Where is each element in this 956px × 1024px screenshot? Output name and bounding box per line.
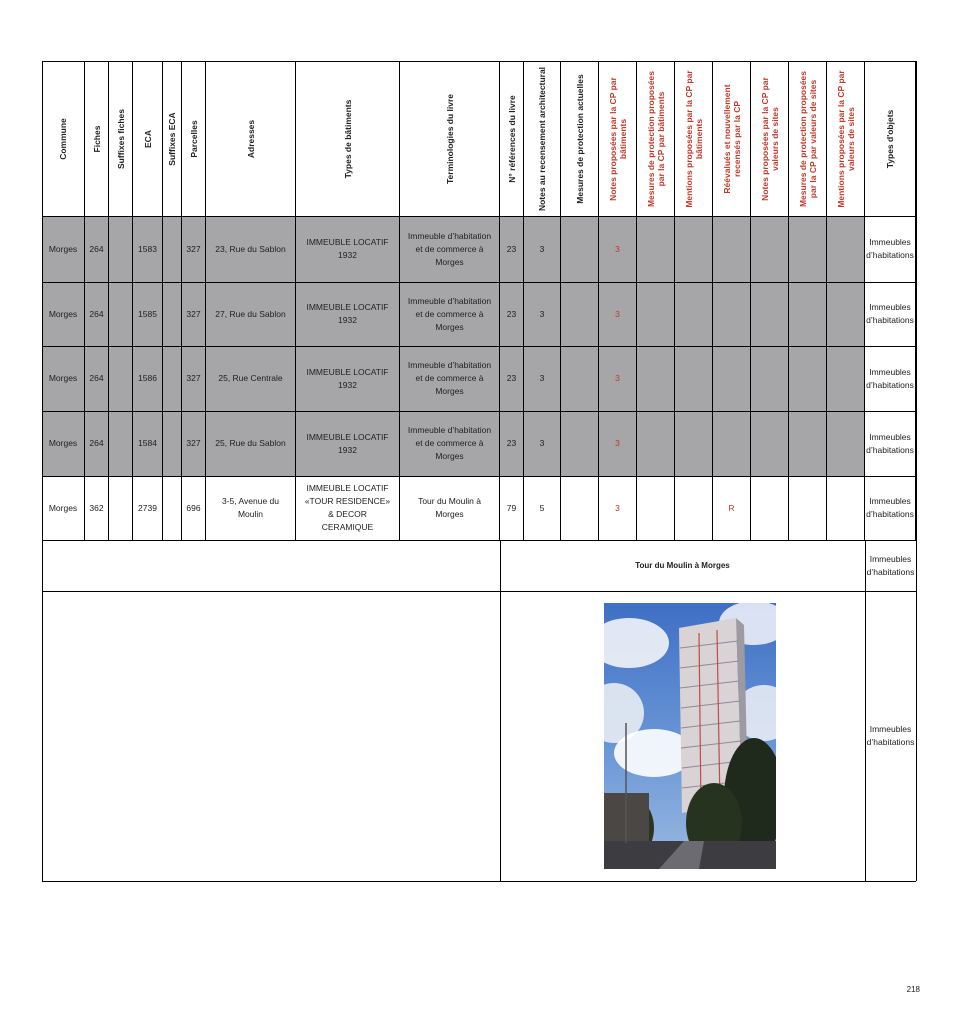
table-cell: Tour du Moulin à Morges — [400, 476, 500, 540]
table-cell: 23 — [500, 216, 524, 282]
column-header — [675, 62, 713, 216]
table-cell: 3 — [599, 282, 637, 346]
column-rule — [865, 540, 866, 881]
table-cell: 23 — [500, 282, 524, 346]
table-cell — [109, 476, 133, 540]
table-cell: 327 — [182, 411, 206, 476]
table-cell — [789, 411, 827, 476]
table-cell — [675, 411, 713, 476]
table-rule — [42, 282, 916, 283]
table-cell — [109, 411, 133, 476]
table-cell: Immeuble d’habitation et de commerce à Morges — [400, 411, 500, 476]
column-header-label: Mesures de protection proposées par la CP par bâtiments — [645, 70, 666, 208]
table-cell: 3 — [524, 216, 561, 282]
table-cell — [109, 346, 133, 411]
column-header — [296, 62, 400, 216]
table-cell — [789, 282, 827, 346]
object-type: Immeubles d’habitations — [866, 553, 915, 577]
table-cell — [713, 216, 751, 282]
column-header — [206, 62, 296, 216]
table-cell: 3 — [524, 282, 561, 346]
table-cell: Immeubles d’habitations — [865, 282, 916, 346]
table-cell: IMMEUBLE LOCATIF 1932 — [296, 346, 400, 411]
table-cell — [827, 411, 865, 476]
table-cell: 2739 — [133, 476, 163, 540]
object-type: Immeubles d’habitations — [866, 724, 915, 747]
column-header-label: Types d'objets — [885, 109, 895, 169]
table-cell: 362 — [85, 476, 109, 540]
table-cell — [827, 346, 865, 411]
table-cell — [561, 282, 599, 346]
column-header-label: Fiches — [91, 125, 102, 153]
table-cell — [789, 346, 827, 411]
table-cell: 264 — [85, 411, 109, 476]
column-header — [637, 62, 675, 216]
column-header-label: Mesures de protection actuelles — [574, 74, 585, 204]
table-cell — [637, 282, 675, 346]
table-cell — [561, 216, 599, 282]
table-cell: 1584 — [133, 411, 163, 476]
table-cell — [675, 476, 713, 540]
table-rule — [42, 411, 916, 412]
table-cell — [561, 346, 599, 411]
table-cell — [789, 476, 827, 540]
table-cell: Immeuble d’habitation et de commerce à Morges — [400, 346, 500, 411]
column-header — [163, 62, 182, 216]
table-cell: Immeubles d’habitations — [865, 216, 916, 282]
table-cell — [675, 282, 713, 346]
column-header-label: Suffixes fiches — [115, 109, 126, 169]
table-rule — [42, 591, 916, 592]
table-cell — [751, 346, 789, 411]
table-cell: Morges — [42, 411, 85, 476]
column-rule — [500, 540, 501, 881]
table-cell — [637, 411, 675, 476]
page-number: 218 — [906, 985, 920, 994]
table-cell: 79 — [500, 476, 524, 540]
column-header-label: Mentions proposées par la CP par valeurs de sites — [835, 70, 856, 208]
table-cell: 1586 — [133, 346, 163, 411]
table-cell: Immeubles d’habitations — [865, 476, 916, 540]
table-cell: 3 — [599, 216, 637, 282]
column-header — [713, 62, 751, 216]
column-header-label: Mentions proposées par la CP par bâtiments — [683, 70, 704, 208]
table-rule — [42, 881, 916, 882]
table-cell — [163, 476, 182, 540]
table-rule — [42, 61, 916, 62]
table-cell: IMMEUBLE LOCATIF «TOUR RESIDENCE» & DECOR CERAMIQUE — [296, 476, 400, 540]
table-rule — [42, 216, 916, 217]
column-header-label: Notes proposées par la CP par bâtiments — [607, 77, 628, 201]
column-header — [561, 62, 599, 216]
column-header — [133, 62, 163, 216]
column-header-label: Notes au recensement architectural — [537, 66, 547, 212]
table-cell: 3 — [599, 346, 637, 411]
table-cell: Immeubles d’habitations — [865, 346, 916, 411]
table-cell: 3 — [599, 476, 637, 540]
column-header-label: N° références du livre — [506, 95, 517, 183]
table-rule — [42, 346, 916, 347]
table-cell — [561, 476, 599, 540]
column-rule — [42, 61, 43, 881]
column-header — [599, 62, 637, 216]
column-header-label: Commune — [58, 118, 68, 160]
table-cell: Morges — [42, 346, 85, 411]
table-cell: 264 — [85, 282, 109, 346]
table-cell: 327 — [182, 282, 206, 346]
table-cell — [789, 216, 827, 282]
column-header — [751, 62, 789, 216]
table-cell — [751, 411, 789, 476]
table-cell — [751, 476, 789, 540]
column-header — [400, 62, 500, 216]
table-cell — [751, 216, 789, 282]
table-cell — [163, 216, 182, 282]
table-cell — [713, 346, 751, 411]
table-cell — [163, 346, 182, 411]
table-cell: 5 — [524, 476, 561, 540]
table-cell: Morges — [42, 216, 85, 282]
table-cell: IMMEUBLE LOCATIF 1932 — [296, 216, 400, 282]
table-cell: 3 — [599, 411, 637, 476]
table-cell: 3 — [524, 411, 561, 476]
table-cell: Morges — [42, 476, 85, 540]
building-photo — [604, 603, 776, 869]
column-header-label: Notes proposées par la CP par valeurs de sites — [759, 77, 780, 201]
table-cell: Immeubles d’habitations — [865, 411, 916, 476]
column-header — [85, 62, 109, 216]
table-cell: 264 — [85, 216, 109, 282]
table-cell — [561, 411, 599, 476]
table-cell: 27, Rue du Sablon — [206, 282, 296, 346]
table-cell — [163, 282, 182, 346]
table-cell — [675, 216, 713, 282]
column-header — [500, 62, 524, 216]
column-header-label: Parcelles — [188, 120, 199, 158]
table-cell — [827, 216, 865, 282]
table-cell: 3 — [524, 346, 561, 411]
table-cell: 25, Rue Centrale — [206, 346, 296, 411]
table-cell — [713, 282, 751, 346]
table-cell — [827, 476, 865, 540]
column-header — [524, 62, 561, 216]
table-cell — [637, 346, 675, 411]
table-cell: 327 — [182, 216, 206, 282]
table-cell: IMMEUBLE LOCATIF 1932 — [296, 411, 400, 476]
column-header — [109, 62, 133, 216]
table-cell — [675, 346, 713, 411]
column-header-label: Réévalués et nouvellement recensés par la CP — [721, 84, 742, 194]
table-cell: Immeuble d’habitation et de commerce à Morges — [400, 282, 500, 346]
table-cell: 3-5, Avenue du Moulin — [206, 476, 296, 540]
table-cell: 264 — [85, 346, 109, 411]
column-header-label: ECA — [142, 130, 153, 148]
table-cell — [637, 476, 675, 540]
table-rule — [42, 540, 916, 541]
column-rule — [916, 61, 917, 881]
table-cell: IMMEUBLE LOCATIF 1932 — [296, 282, 400, 346]
table-cell — [637, 216, 675, 282]
table-cell: 1585 — [133, 282, 163, 346]
table-cell: Immeuble d’habitation et de commerce à Morges — [400, 216, 500, 282]
table-cell: 327 — [182, 346, 206, 411]
table-cell — [163, 411, 182, 476]
column-header — [789, 62, 827, 216]
column-header-label: Types de bâtiments — [342, 99, 353, 179]
table-cell — [109, 282, 133, 346]
column-header-label: Suffixes ECA — [167, 112, 177, 166]
table-cell: 23, Rue du Sablon — [206, 216, 296, 282]
table-cell: 23 — [500, 346, 524, 411]
column-header-label: Mesures de protection proposées par la CP par valeurs de sites — [797, 70, 818, 208]
table-rule — [42, 476, 916, 477]
column-header — [42, 62, 85, 216]
table-cell — [713, 411, 751, 476]
table-cell — [751, 282, 789, 346]
photo-caption: Tour du Moulin à Morges — [635, 561, 730, 570]
table-cell — [109, 216, 133, 282]
table-cell: R — [713, 476, 751, 540]
column-header — [182, 62, 206, 216]
column-header — [827, 62, 865, 216]
table-cell: 696 — [182, 476, 206, 540]
table-cell: 25, Rue du Sablon — [206, 411, 296, 476]
table-cell: 1583 — [133, 216, 163, 282]
column-header-label: Terminologies du livre — [444, 93, 455, 185]
table-cell: Morges — [42, 282, 85, 346]
table-cell — [827, 282, 865, 346]
column-header-label: Adresses — [245, 119, 256, 159]
column-header — [865, 62, 916, 216]
table-cell: 23 — [500, 411, 524, 476]
